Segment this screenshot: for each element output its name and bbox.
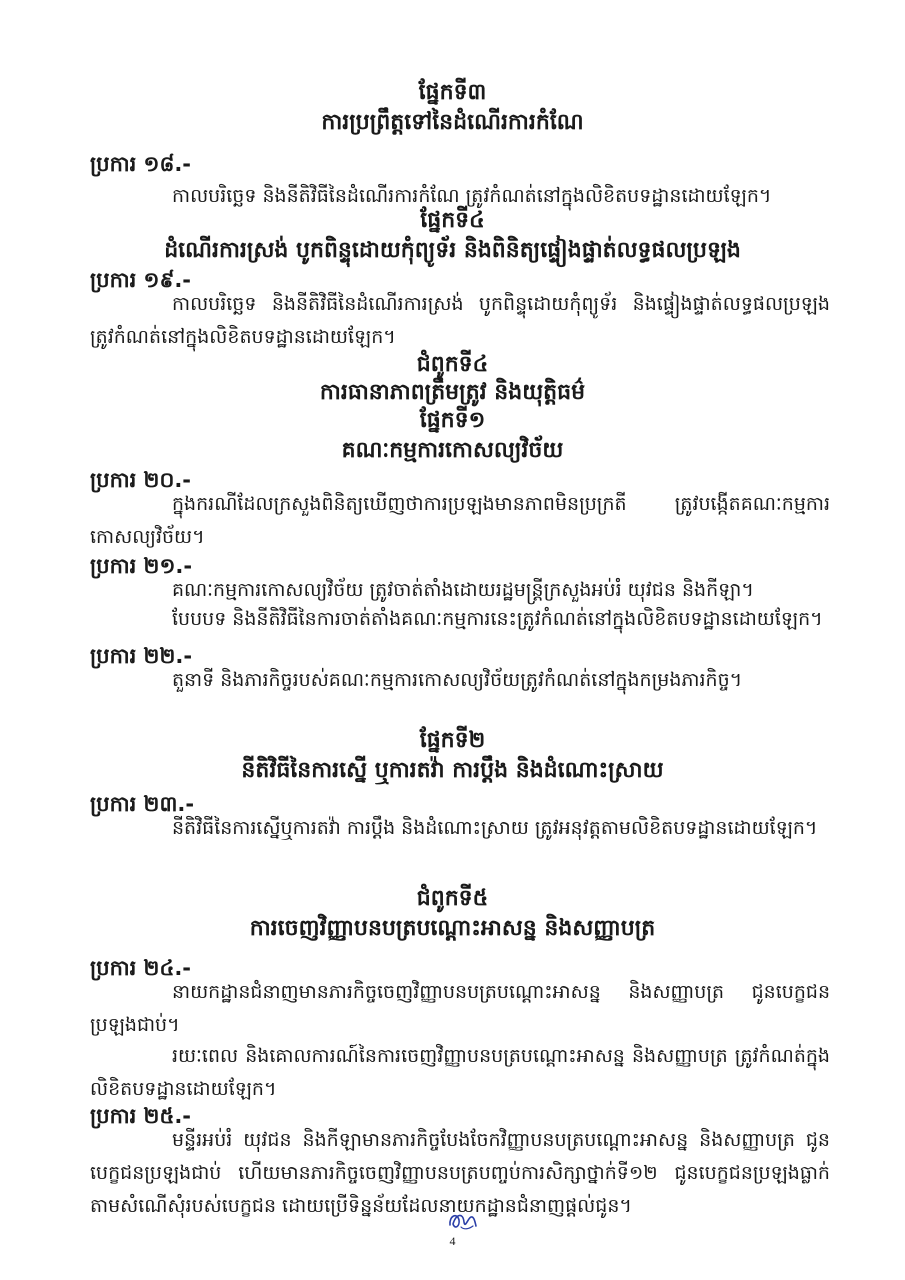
article-21-label: ប្រការ ២១.- (90, 554, 193, 578)
article-23-body: នីតិវិធីនៃការស្នើឬការតវ៉ា ការប្ដឹង និងដំណោះស្រាយ ត្រូវអនុវត្តតាមលិខិតបទដ្ឋានដោយឡែក។ (172, 817, 818, 839)
article-23-label: ប្រការ ២៣.- (90, 792, 195, 816)
article-22-body: តួនាទី និងភារកិច្ចរបស់គណៈកម្មការកោសល្យវិច័យត្រូវកំណត់នៅក្នុងកម្រងភារកិច្ច។ (172, 669, 743, 691)
article-24-text-1 (90, 976, 830, 1042)
section-4-title: ដំណើរការស្រង់ បូកពិន្ទុដោយកុំព្យូទ័រ និងពិនិត្យផ្ទៀងផ្ទាត់លទ្ធផលប្រឡង (164, 238, 741, 263)
signature-initials-icon (447, 1208, 479, 1234)
article-23-text (90, 812, 830, 845)
article-24-body-2: រយៈពេល និងគោលការណ៍នៃការចេញវិញ្ញាបនបត្របណ្ដោះអាសន្ន និងសញ្ញាបត្រ ត្រូវកំណត់ក្នុងលិខិតបទដ្ឋានដោយឡែក។ (90, 1045, 830, 1100)
article-19-text (90, 288, 830, 354)
article-20-label: ប្រការ ២០.- (90, 468, 192, 492)
article-19-body: កាលបរិច្ឆេទ និងនីតិវិធីនៃដំណើរការស្រង់ បូកពិន្ទុដោយកុំព្យូទ័រ និងផ្ទៀងផ្ទាត់លទ្ធផលប្រឡង ត្រូវកំណត់នៅក្នុងលិខិតបទដ្ឋានដោយឡែក។ (90, 293, 830, 348)
article-20-text (90, 488, 830, 554)
section-3-label: ផ្នែកទី៣ (418, 80, 487, 105)
article-18-label: ប្រការ ១៨.- (90, 152, 192, 176)
page-number: 4 (449, 1234, 456, 1248)
chapter-4-section-2-title: នីតិវិធីនៃការស្នើ ឬការតវ៉ា ការប្ដឹង និងដំណោះស្រាយ (241, 758, 664, 783)
article-24-label: ប្រការ ២៤.- (90, 956, 192, 980)
article-22-label: ប្រការ ២២.- (90, 644, 193, 668)
article-21-body-1: គណៈកម្មការកោសល្យវិច័យ ត្រូវចាត់តាំងដោយរដ្ឋមន្ត្រីក្រសួងអប់រំ យុវជន និងកីឡា។ (172, 579, 754, 601)
chapter-5-label: ជំពូកទី៥ (416, 886, 489, 911)
article-25-body: មន្ទីរអប់រំ យុវជន និងកីឡាមានភារកិច្ចបែងចែកវិញ្ញាបនបត្របណ្ដោះអាសន្ន និងសញ្ញាបត្រ ជូនបេក្ខជនប្រឡងជាប់ ហើយមានភារកិច្ចចេញវិញ្ញាបនបត្របញ្ចប់ការសិក្សាថ្នាក់ទី១២ ជូនបេក្ខជនប្រឡងធ្លាក់ តាមសំណើសុំរបស់បេក្ខជន ដោយប្រើទិន្នន័យដែលនាយកដ្ឋានជំនាញផ្ដល់ជូន។ (90, 1129, 830, 1217)
chapter-4-section-1-title: គណៈកម្មការកោសល្យវិច័យ (341, 438, 564, 463)
section-4-label: ផ្នែកទី៤ (420, 208, 485, 233)
section-3-title: ការប្រព្រឹត្តទៅនៃដំណើរការកំណែ (321, 110, 584, 135)
chapter-5-title: ការចេញវិញ្ញាបនបត្របណ្ដោះអាសន្ន និងសញ្ញាបត្រ (249, 916, 656, 941)
article-25-label: ប្រការ ២៥.- (90, 1104, 192, 1128)
chapter-4-section-2-label: ផ្នែកទី២ (419, 728, 486, 753)
chapter-4-label: ជំពូកទី៤ (416, 352, 489, 377)
chapter-4-section-1-label: ផ្នែកទី១ (419, 408, 486, 433)
chapter-4-title: ការធានាភាពត្រឹមត្រូវ និងយុត្តិធម៌ (319, 380, 586, 405)
article-18-body: កាលបរិច្ឆេទ និងនីតិវិធីនៃដំណើរការកំណែ ត្រូវកំណត់នៅក្នុងលិខិតបទដ្ឋានដោយឡែក។ (172, 185, 772, 207)
article-20-body: ក្នុងករណីដែលក្រសួងពិនិត្យឃើញថាការប្រឡងមានភាពមិនប្រក្រតី ត្រូវបង្កើតគណៈកម្មការកោសល្យវិច័យ។ (90, 493, 830, 548)
article-21-text-2 (90, 603, 830, 636)
article-22-text (90, 664, 830, 697)
article-19-label: ប្រការ ១៩.- (90, 268, 192, 292)
article-21-body-2: បែបបទ និងនីតិវិធីនៃការចាត់តាំងគណៈកម្មការនេះត្រូវកំណត់នៅក្នុងលិខិតបទដ្ឋានដោយឡែក។ (172, 608, 823, 630)
article-24-text-2 (90, 1040, 830, 1106)
article-24-body-1: នាយកដ្ឋានជំនាញមានភារកិច្ចចេញវិញ្ញាបនបត្របណ្ដោះអាសន្ន និងសញ្ញាបត្រ ជូនបេក្ខជនប្រឡងជាប់។ (90, 981, 830, 1036)
